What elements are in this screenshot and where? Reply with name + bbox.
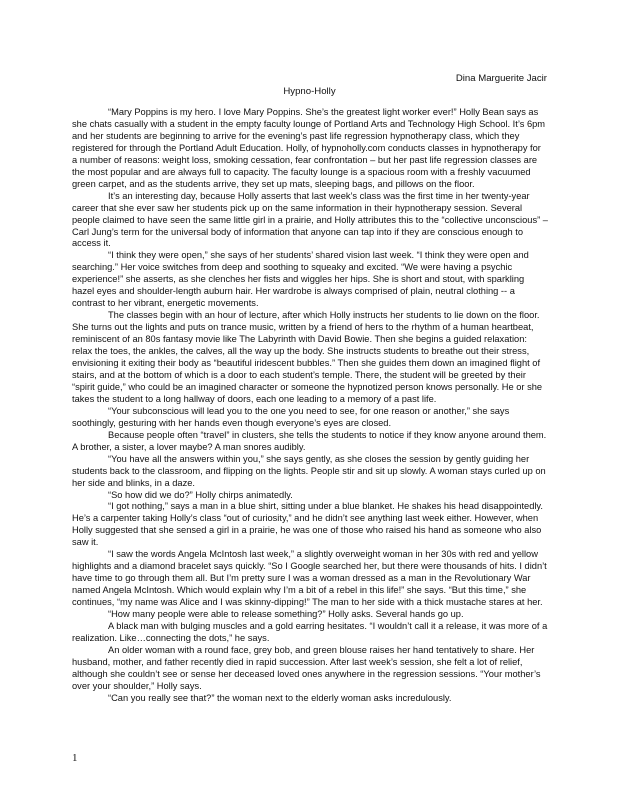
article-body <box>72 107 548 705</box>
paragraph: “I think they were open,” she says of her students’ shared vision last week. “I think they were open and searching.” Her voice switches from deep and soothing to squeaky and excited. “We were having a psychic experience!” she asserts, as she clenches her fists and wiggles her hips. She is short and stout, with sparkling hazel eyes and shoulder-length auburn hair. Her wardrobe is always comprised of plain, neutral clothing -- a contrast to her vibrant, energetic movements. <box>72 250 529 309</box>
paragraph: “I got nothing,” says a man in a blue shirt, sitting under a blue blanket. He shakes his head disappointedly. He’s a carpenter taking Holly’s class “out of curiosity,” and he didn’t see anything last week either. However, when Holly suggested that she sensed a girl in a prairie, he was one of those who raised his hand as someone who also saw it. <box>72 501 543 548</box>
paragraph: “How many people were able to release something?” Holly asks. Several hands go up. <box>108 609 464 620</box>
paragraph: “Can you really see that?” the woman next to the elderly woman asks incredulously. <box>108 692 452 703</box>
page-number: 1 <box>72 752 78 764</box>
paragraph: An older woman with a round face, grey bob, and green blouse raises her hand tentatively to share. Her husband, mother, and father recently died in rapid succession. After last week’s session, she felt a lot of relief, although she couldn’t see or sense her deceased loved ones anywhere in the regression sessions. “Your mother’s over your shoulder,” Holly says. <box>72 644 541 691</box>
paragraph: The classes begin with an hour of lecture, after which Holly instructs her students to lie down on the floor. She turns out the lights and puts on trance music, written by a friend of hers to the rhythm of a human heartbeat, reminiscent of an 80s fantasy movie like The Labyrinth with David Bowie. Then she begins a guided relaxation: relax the toes, the ankles, the calves, all the way up the body. She instructs students to breathe out their stress, envisioning it exiting their body as “beautiful iridescent bubbles.” Then she guides them down an imagined flight of stairs, and at the bottom of which is a door to each student’s temple. There, the student will be greeted by their “spirit guide,” who could be an imagined character or someone the hypnotized person knows personally. He or she takes the student to a long hallway of doors, each one leading to a memory of a past life. <box>72 310 543 404</box>
paragraph: A black man with bulging muscles and a gold earring hesitates. “I wouldn’t call it a release, it was more of a realization. Like…connecting the dots,” he says. <box>72 620 548 643</box>
paragraph: It’s an interesting day, because Holly asserts that last week’s class was the first time in her twenty-year career that she ever saw her students pick up on the same information in their hypnotherapy session. Several people claimed to have seen the same little girl in a prairie, and Holly attributes this to the “collective unconscious” – Carl Jung’s term for the universal body of information that anyone can tap into if they are conscious enough to access it. <box>72 190 548 249</box>
paragraph: “I saw the words Angela McIntosh last week,” a slightly overweight woman in her 30s with red and yellow highlights and a diamond bracelet says quickly. “So I Google searched her, but there were thousands of hits. I didn’t have time to go through them all. But I’m pretty sure I was a woman dressed as a man in the Revolutionary War named Angela McIntosh. Which would explain why I’m a bit of a rebel in this life!” she says. “But this time,” she continues, “my name was Alice and I was skinny-dipping!” The man to her side with a thick mustache stares at her. <box>72 549 547 608</box>
paragraph: “Mary Poppins is my hero. I love Mary Poppins. She’s the greatest light worker ever!” Holly Bean says as she chats casually with a student in the empty faculty lounge of Portland Arts and Technology High School. It’s 6pm and her students are beginning to arrive for the evening’s past life regression hypnotherapy class, which they registered for through the Portland Adult Education. Holly, of hypnoholly.com conducts classes in hypnotherapy for a number of reasons: weight loss, smoking cessation, fear confrontation – but her past life regression classes are the most popular and are always full to capacity. The faculty lounge is a spacious room with a freshly vacuumed green carpet, and as the students arrive, they set up mats, sleeping bags, and pillows on the floor. <box>72 107 546 189</box>
author-name: Dina Marguerite Jacir <box>455 73 547 84</box>
document-title: Hypno-Holly <box>283 86 336 97</box>
paragraph: “You have all the answers within you,” she says gently, as she closes the session by gently guiding her students back to the classroom, and flipping on the lights. People stir and sit up slowly. A woman stays curled up on her side and blinks, in a daze. <box>72 453 546 488</box>
paragraph: Because people often “travel” in clusters, she tells the students to notice if they know anyone around them. A brother, a sister, a lover maybe? A man snores audibly. <box>72 429 547 452</box>
paragraph: “So how did we do?” Holly chirps animatedly. <box>108 489 293 500</box>
paragraph: “Your subconscious will lead you to the one you need to see, for one reason or another,” she says soothingly, gesturing with her hands even though everyone’s eyes are closed. <box>72 405 510 428</box>
